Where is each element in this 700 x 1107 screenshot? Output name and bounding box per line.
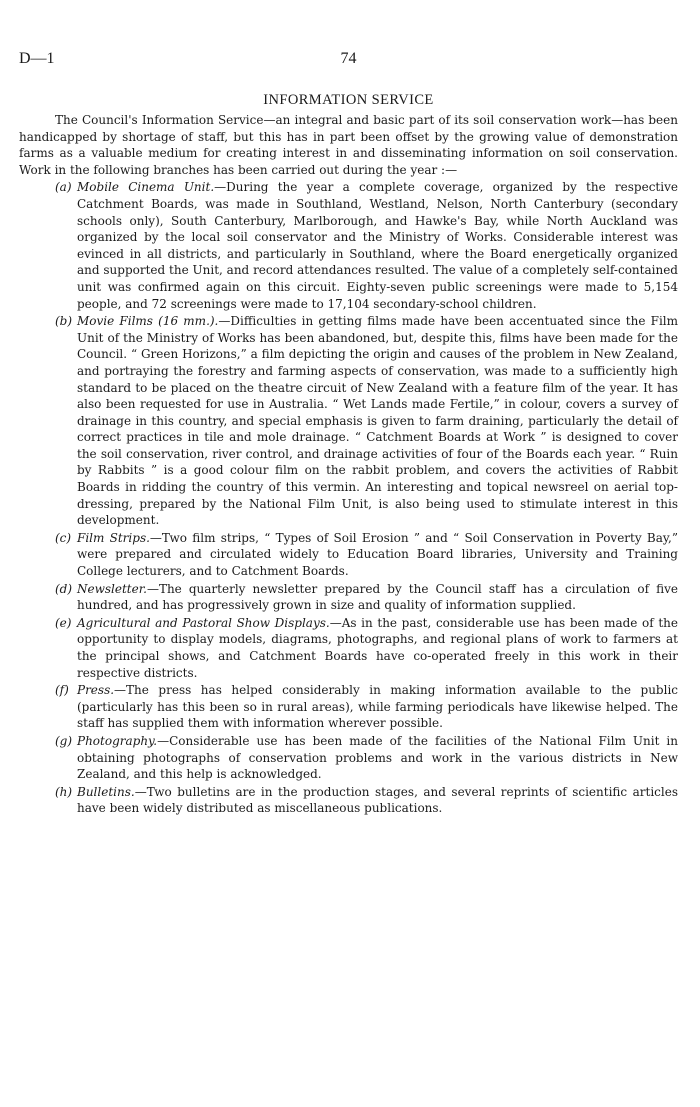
item-text: —The press has helped considerably in making information available to the public (particularly has this been so in rural areas), while farming periodicals have likewise helped. The staff has supplied them with information wherever possible. (77, 683, 678, 731)
section-title: INFORMATION SERVICE (263, 92, 434, 108)
list-item-show-displays (19, 615, 678, 681)
page-header (19, 0, 678, 74)
item-letter: (f) (55, 683, 69, 698)
item-text: —Two film strips, “ Types of Soil Erosion ” and “ Soil Conservation in Poverty Bay,” were prepared and circulated widely to Education Board libraries, University and Training College lecturers, and to Catchment Boards. (77, 530, 679, 579)
service-branch-list (19, 179, 678, 817)
item-heading: Bulletins. (77, 784, 135, 799)
item-letter: (d) (55, 581, 73, 596)
item-text: —Two bulletins are in the production stages, and several reprints of scientific articles have been widely distributed as miscellaneous publications. (77, 784, 678, 816)
item-text: —Difficulties in getting films made have been accentuated since the Film Unit of the Ministry of Works has been abandoned, but, despite this, films have been made for the Council. “ Green Horizons,” a film depicting the origin and causes of the problem in New Zealand, and portraying the forestry and farming aspects of conservation, was made to a sufficiently high standard to be placed on the theatre circuit of New Zealand with a feature film of the year. It has also been requested for use in Australia. “ Wet Lands made Fertile,” in colour, covers a survey of drainage in this country, and special emphasis is given to farm draining, particularly the detail of correct practices in tile and mole drainage. “ Catchment Boards at Work ” is designed to cover the soil conservation, river control, and drainage activities of four of the Boards each year. “ Ruin by Rabbits ” is a good colour film on the rabbit problem, and covers the activities of Rabbit Boards in ridding the country of this vermin. An interesting and topical newsreel on aerial top-dressing, prepared by the National Film Unit, is also being used to stimulate interest in this development. (77, 314, 679, 528)
list-item-mobile-cinema-unit (19, 179, 678, 312)
item-heading: Press. (77, 683, 115, 698)
document-reference: D—1 (19, 50, 55, 67)
item-letter: (g) (55, 733, 73, 748)
item-letter: (c) (55, 530, 72, 545)
intro-paragraph: The Council's Information Service—an integral and basic part of its soil conservation work—has been handicapped by shortage of staff, but this has in part been offset by the growing value of demonstration farms as a valuable medium for creating interest in and disseminating information on soil conservation. Work in the following branches has been carried out during the year :— (19, 113, 678, 177)
item-text: —During the year a complete coverage, organized by the respective Catchment Boards, was made in Southland, Westland, Nelson, North Canterbury (secondary schools only), South Canterbury, Marlborough, and Hawke's Bay, while North Auckland was organized by the local soil conservator and the Ministry of Works. Considerable interest was evinced in all districts, and particularly in Southland, where the Board energetically organized and supported the Unit, and record attendances resulted. The value of a completely self-contained unit was confirmed again on this circuit. Eighty-seven public screenings were made to 5,154 people, and 72 screenings were made to 17,104 secondary-school children. (77, 180, 678, 311)
item-heading: Movie Films (16 mm.). (77, 314, 219, 329)
item-text: —Considerable use has been made of the facilities of the National Film Unit in obtaining photographs of conservation problems and work in the various districts in New Zealand, and this help is acknowledged. (77, 733, 678, 782)
item-text: —As in the past, considerable use has been made of the opportunity to display models, diagrams, photographs, and regional plans of work to farmers at the principal shows, and Catchment Boards have co-operated freely in this work in their respective districts. (77, 615, 679, 680)
item-letter: (b) (55, 314, 73, 329)
list-item-bulletins (19, 784, 678, 817)
item-text: —The quarterly newsletter prepared by the Council staff has a circulation of five hundred, and has progressively grown in size and quality of information supplied. (77, 581, 678, 613)
list-item-press (19, 682, 678, 732)
item-letter: (h) (55, 784, 73, 799)
page-number: 74 (340, 50, 357, 67)
list-item-newsletter (19, 581, 678, 614)
item-letter: (a) (55, 180, 72, 195)
list-item-photography (19, 733, 678, 783)
item-heading: Agricultural and Pastoral Show Displays. (77, 615, 330, 630)
item-letter: (e) (55, 615, 72, 630)
list-item-movie-films (19, 313, 678, 529)
item-heading: Newsletter. (77, 581, 147, 596)
item-heading: Photography. (77, 733, 158, 748)
item-heading: Film Strips. (77, 530, 150, 545)
item-heading: Mobile Cinema Unit. (77, 180, 215, 195)
list-item-film-strips (19, 530, 678, 580)
